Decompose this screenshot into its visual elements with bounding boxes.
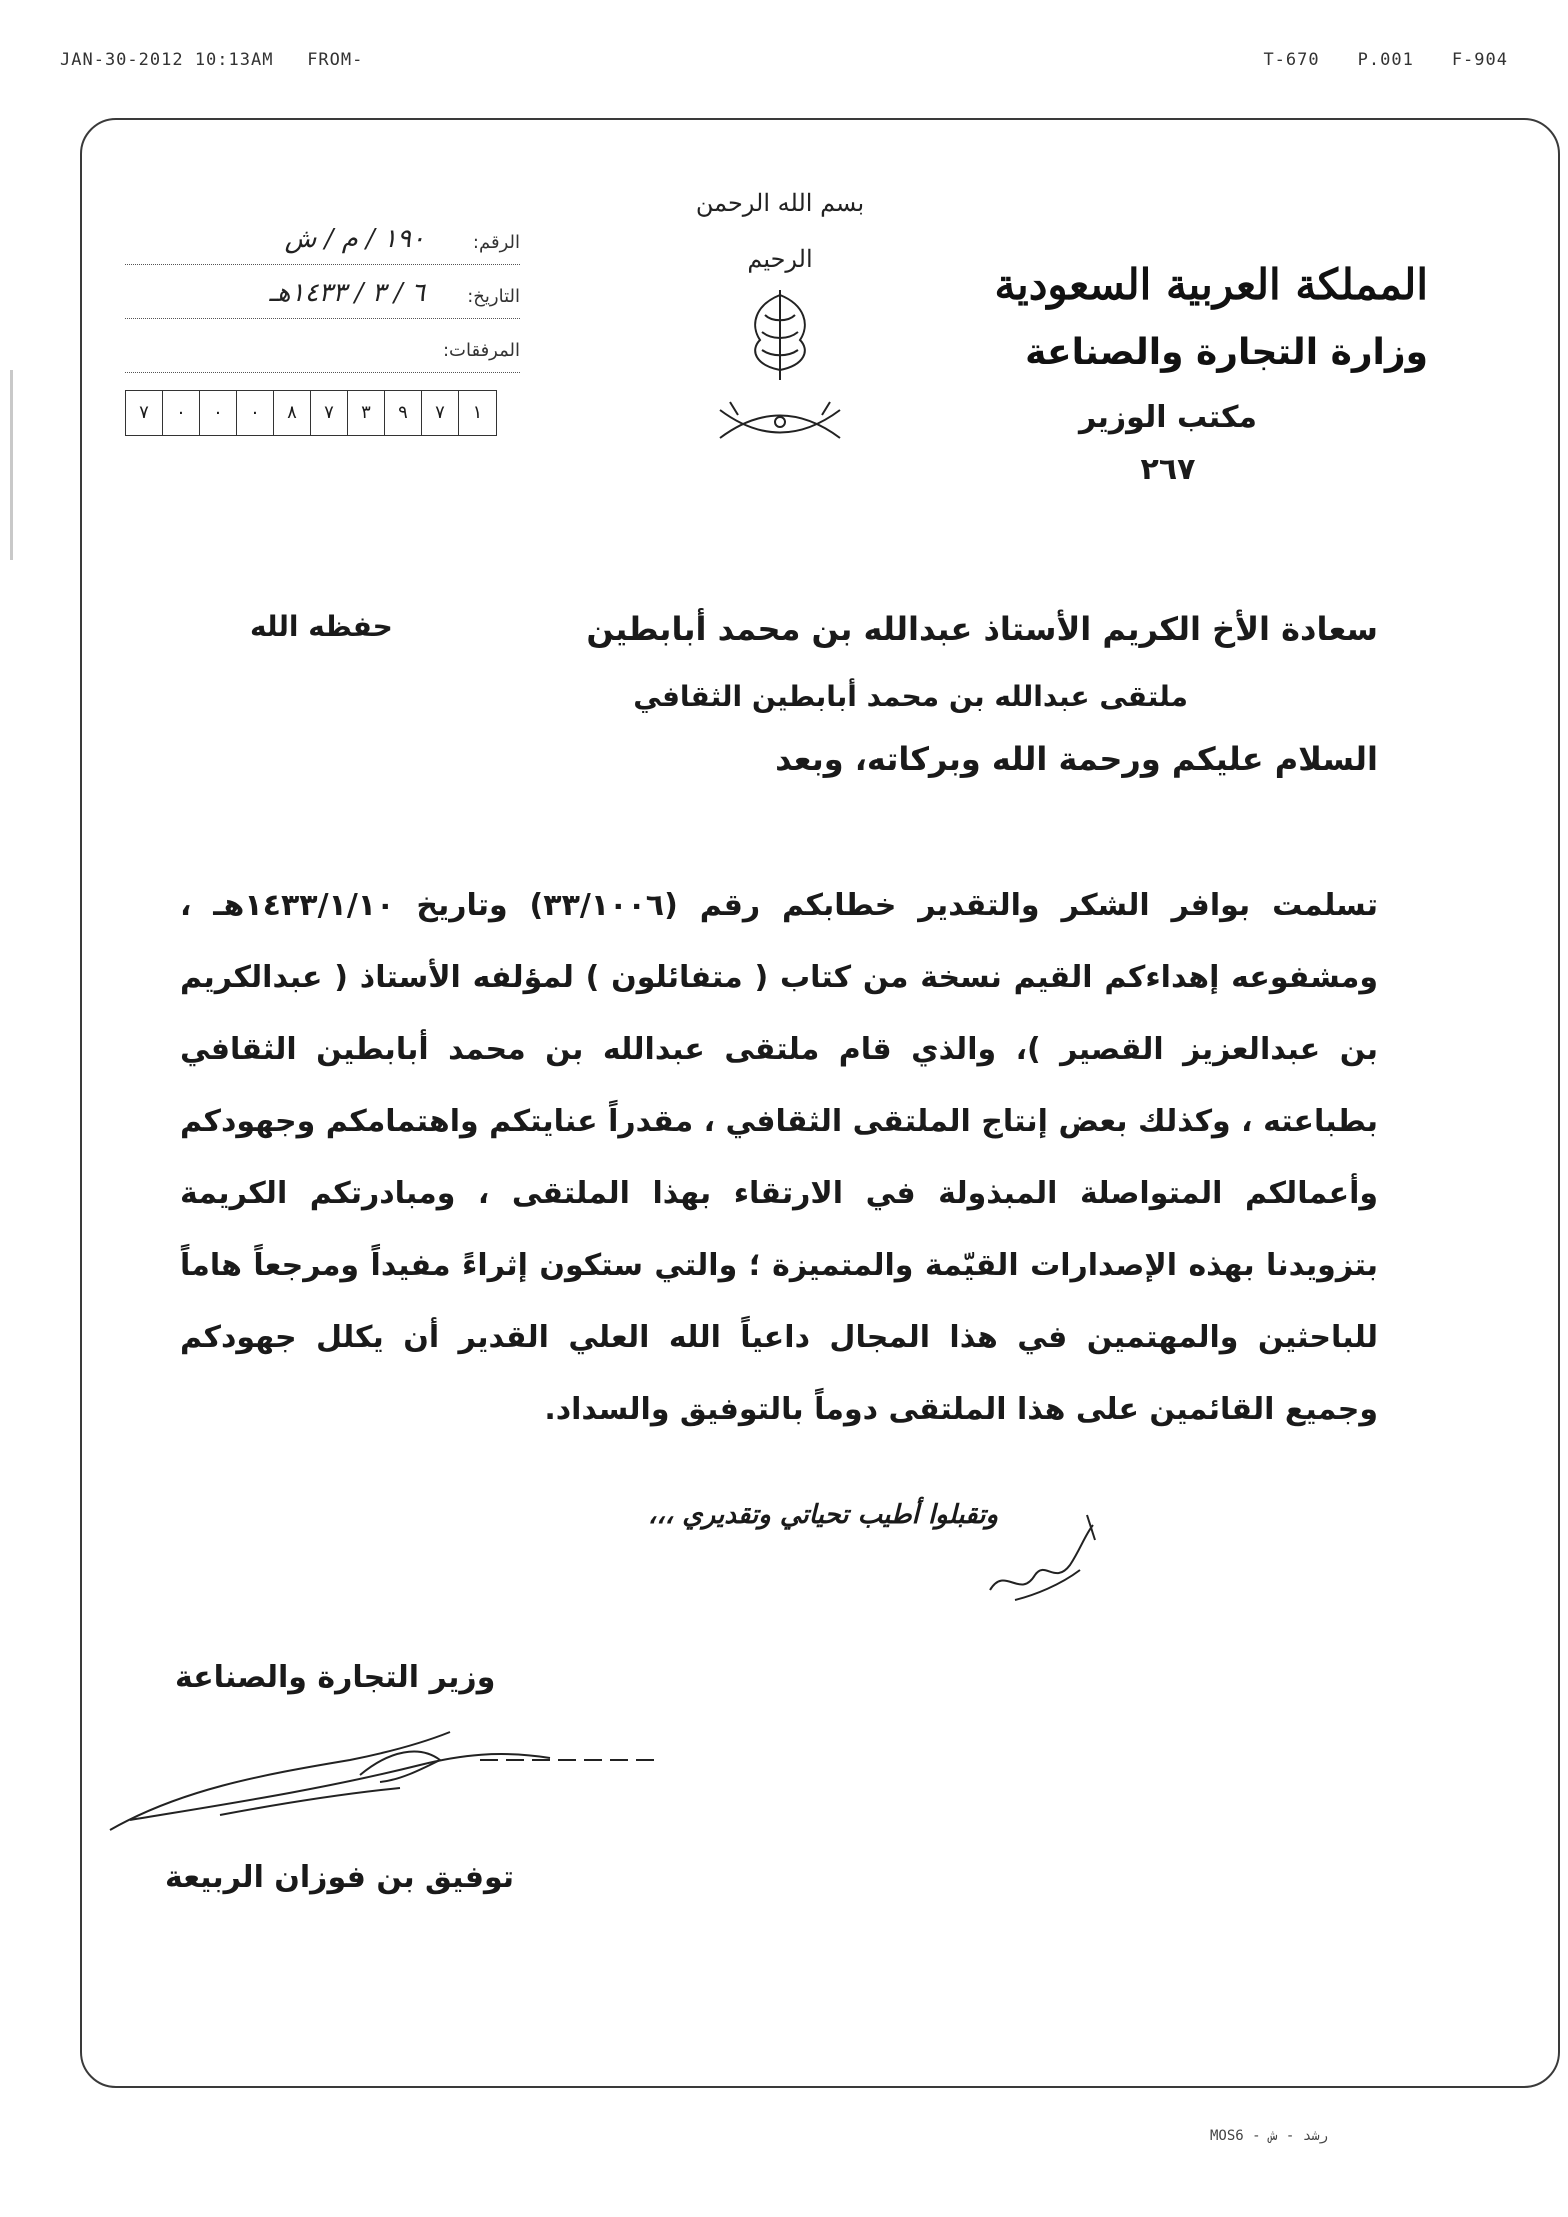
digit-box: ٨ [274, 391, 311, 435]
digit-box: ١ [472, 402, 483, 423]
digit-box: ٣ [348, 391, 385, 435]
digit-box: ٧ [126, 391, 163, 435]
reference-number-value: ١٩٠ / م / ش [284, 224, 425, 254]
minister-signature [100, 1720, 660, 1840]
letter-body: تسلمت بوافر الشكر والتقدير خطابكم رقم (٣٣/١٠٠٦) وتاريخ ١٤٣٣/١/١٠هـ ، ومشفوعه إهداءكم القيم نسخة من كتاب ( متفائلون ) لمؤلفه الأستاذ ( عبدالكريم بن عبدالعزيز القصير )، والذي قام ملتقى عبدالله بن محمد أبابطين الثقافي بطباعته ، وكذلك بعض إنتاج الملتقى الثقافي ، مقدراً عنايتكم واهتمامكم وجهودكم وأعمالكم المتواصلة المبذولة في الارتقاء بهذا الملتقى ، ومبادرتكم الكريمة بتزويدنا بهذه الإصدارات القيّمة والمتميزة ؛ والتي ستكون إثراءً مفيداً ومرجعاً هاماً للباحثين والمهتمين في هذا المجال داعياً الله العلي القدير أن يكلل جهودكم وجميع القائمين على هذا الملتقى دوماً بالتوفيق والسداد. [180, 888, 1378, 1427]
fax-sender-line [60, 50, 363, 70]
forum-name: ملتقى عبدالله بن محمد أبابطين الثقافي [633, 680, 1188, 713]
fax-datetime: JAN-30-2012 10:13AM [60, 50, 274, 70]
digit-box: ٠ [163, 391, 200, 435]
office-title: مكتب الوزير [1078, 400, 1258, 435]
scan-edge-mark [10, 370, 13, 560]
attachments-row [125, 336, 520, 373]
fax-f-code: F-904 [1451, 50, 1508, 70]
reference-number-row [125, 224, 520, 265]
fax-header [60, 50, 1508, 80]
reference-date-value: ٦ / ٣ / ١٤٣٣هـ [269, 278, 425, 308]
minister-name: توفيق بن فوزان الربيعة [165, 1860, 515, 1895]
handwritten-initial-signature [975, 1505, 1105, 1615]
reference-date-label: التاريخ: [467, 286, 520, 307]
closing-line: وتقبلوا أطيب تحياتي وتقديري ،،، [648, 1500, 998, 1530]
ministry-title: وزارة التجارة والصناعة [1025, 332, 1428, 373]
digit-box: ٠ [200, 391, 237, 435]
digit-box: ٠ [237, 391, 274, 435]
basmala: بسم الله الرحمن الرحيم [695, 189, 865, 273]
greeting: السلام عليكم ورحمة الله وبركاته، وبعد [775, 740, 1378, 778]
reference-date-row [125, 278, 520, 319]
fax-from: FROM- [307, 50, 364, 70]
digit-box: ٧ [311, 391, 348, 435]
saudi-emblem-icon [710, 270, 850, 460]
country-title: المملكة العربية السعودية [994, 260, 1428, 309]
fax-t-code: T-670 [1263, 50, 1320, 70]
digit-box: ٧ [422, 391, 459, 435]
office-number: ٢٦٧ [1140, 452, 1196, 487]
reference-digit-boxes [125, 390, 497, 436]
attachments-label: المرفقات: [442, 340, 520, 361]
blessing: حفظه الله [250, 610, 393, 643]
fax-page: P.001 [1357, 50, 1414, 70]
fax-codes [1225, 50, 1508, 70]
footer-code: MOS6 - رشد - ش [1210, 2128, 1329, 2144]
digit-box: ٩ [385, 391, 422, 435]
minister-title: وزير التجارة والصناعة [175, 1660, 496, 1695]
reference-number-label: الرقم: [472, 232, 520, 253]
addressee: سعادة الأخ الكريم الأستاذ عبدالله بن محمد أبابطين [586, 610, 1378, 648]
